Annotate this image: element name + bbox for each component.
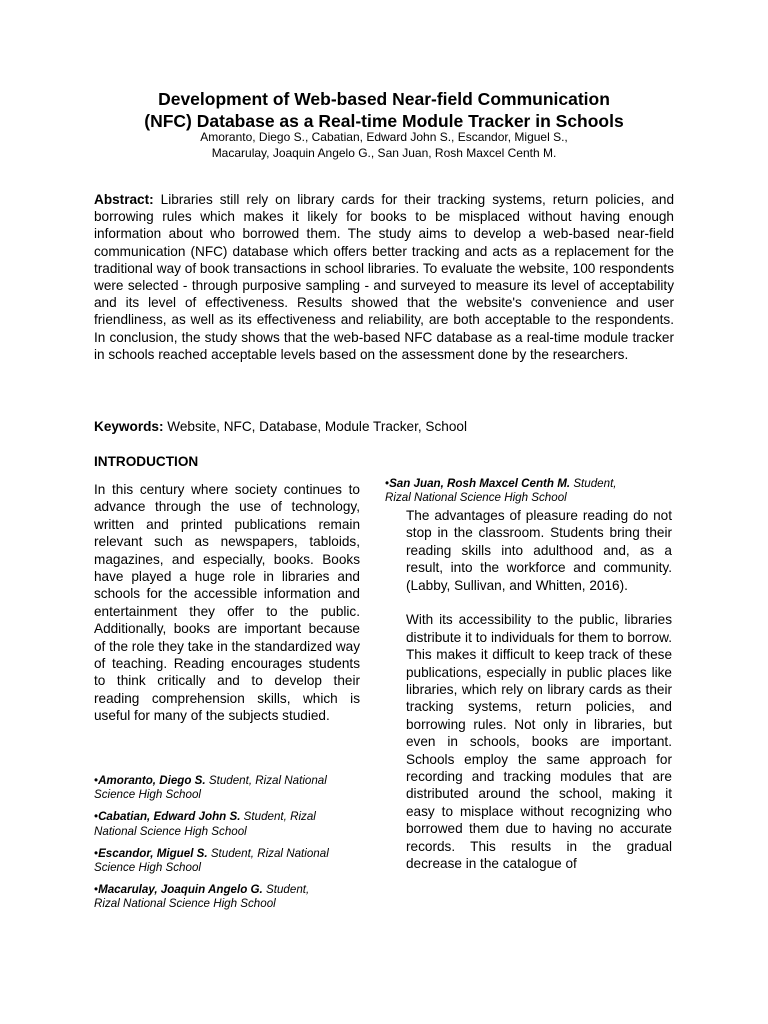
bullet: •	[385, 477, 390, 490]
affiliation-role-line2: Science High School	[94, 861, 201, 875]
affiliation-role: Student, Rizal National	[208, 774, 327, 787]
title-line-2: (NFC) Database as a Real-time Module Tracker in Schools	[144, 111, 624, 131]
bullet: •	[94, 882, 99, 896]
affiliation-role-line2: Rizal National Science High School	[94, 897, 276, 911]
affiliation-role: Student,	[266, 882, 310, 896]
title-line-1: Development of Web-based Near-field Communication	[158, 89, 610, 109]
bullet: •	[94, 810, 99, 824]
right-column-text	[406, 507, 672, 890]
paper-title	[80, 88, 688, 132]
affiliation-name: Macarulay, Joaquin Angelo G.	[98, 882, 263, 896]
introduction-heading: INTRODUCTION	[94, 454, 199, 469]
abstract-label: Abstract:	[94, 192, 154, 207]
keywords-label: Keywords:	[94, 419, 164, 434]
affiliation-item	[94, 883, 366, 912]
intro-paragraph-2: The advantages of pleasure reading do not stop in the classroom. Students bring their reading skills into adulthood and, as a result, into the workforce and community. (Labby, Sullivan, and Whitten, 2016).	[406, 508, 672, 593]
intro-paragraph-1: In this century where society continues to advance through the use of technology, written and printed publications remain relevant such as newspapers, tabloids, magazines, and especially, books. Books have played a huge role in libraries and schools for the accessible information and entertainment they offer to the public. Additionally, books are important because of the role they take in the standardized way of teaching. Reading encourages students to think critically and to develop their reading comprehension skills, which is useful for many of the subjects studied.	[94, 482, 360, 724]
bullet: •	[94, 846, 99, 860]
authors-line-2: Macarulay, Joaquin Angelo G., San Juan, Rosh Maxcel Centh M.	[211, 145, 557, 160]
intro-paragraph-3: With its accessibility to the public, libraries distribute it to individuals for them to borrow. This makes it difficult to keep track of these publications, especially in public places like libraries, which rely on library cards as their tracking systems, return policies, and borrowing rules. Not only in libraries, but even in schools, books are important. Schools employ the same approach for recording and tracking modules that are distributed around the school, making it easy to misplace without recognizing who borrowed them due to having no accurate records. This results in the gradual decrease in the catalogue of	[406, 612, 672, 872]
affiliation-item	[94, 774, 366, 803]
affiliation-role: Student, Rizal	[243, 810, 316, 824]
author-list	[80, 130, 688, 161]
affiliation-name: Escandor, Miguel S.	[98, 846, 208, 860]
affiliation-list	[94, 774, 366, 919]
affiliation-item	[94, 847, 366, 876]
affiliation-role-line2: Rizal National Science High School	[385, 491, 567, 505]
abstract-text: Libraries still rely on library cards for their tracking systems, return policies, and borrowing rules which makes it likely for books to be misplaced without having enough information about who borrowed them. The study aims to develop a web-based near-field communication (NFC) database which offers better tracking and acts as a replacement for the traditional way of book transactions in school libraries. To evaluate the website, 100 respondents were selected - through purposive sampling - and surveyed to measure its level of acceptability and its level of effectiveness. Results showed that the website's convenience and user friendliness, as well as its effectiveness and reliability, are both acceptable to the respondents. In conclusion, the study shows that the web-based NFC database as a real-time module tracker in schools reached acceptable levels based on the assessment done by the researchers.	[94, 192, 675, 362]
affiliation-role-line2: Science High School	[94, 788, 201, 802]
affiliation-item	[385, 477, 675, 506]
affiliation-name: Cabatian, Edward John S.	[98, 810, 241, 824]
affiliation-role-line2: National Science High School	[94, 824, 247, 838]
keywords-text: Website, NFC, Database, Module Tracker, School	[167, 419, 467, 434]
affiliation-item	[94, 810, 366, 839]
affiliation-role: Student,	[573, 477, 617, 490]
affiliation-role: Student, Rizal National	[210, 846, 329, 860]
abstract	[94, 191, 674, 363]
affiliation-name: San Juan, Rosh Maxcel Centh M.	[389, 477, 571, 490]
authors-line-1: Amoranto, Diego S., Cabatian, Edward John S., Escandor, Miguel S.,	[200, 130, 568, 144]
affiliation-name: Amoranto, Diego S.	[98, 774, 206, 787]
bullet: •	[94, 774, 99, 787]
keywords	[94, 418, 674, 435]
